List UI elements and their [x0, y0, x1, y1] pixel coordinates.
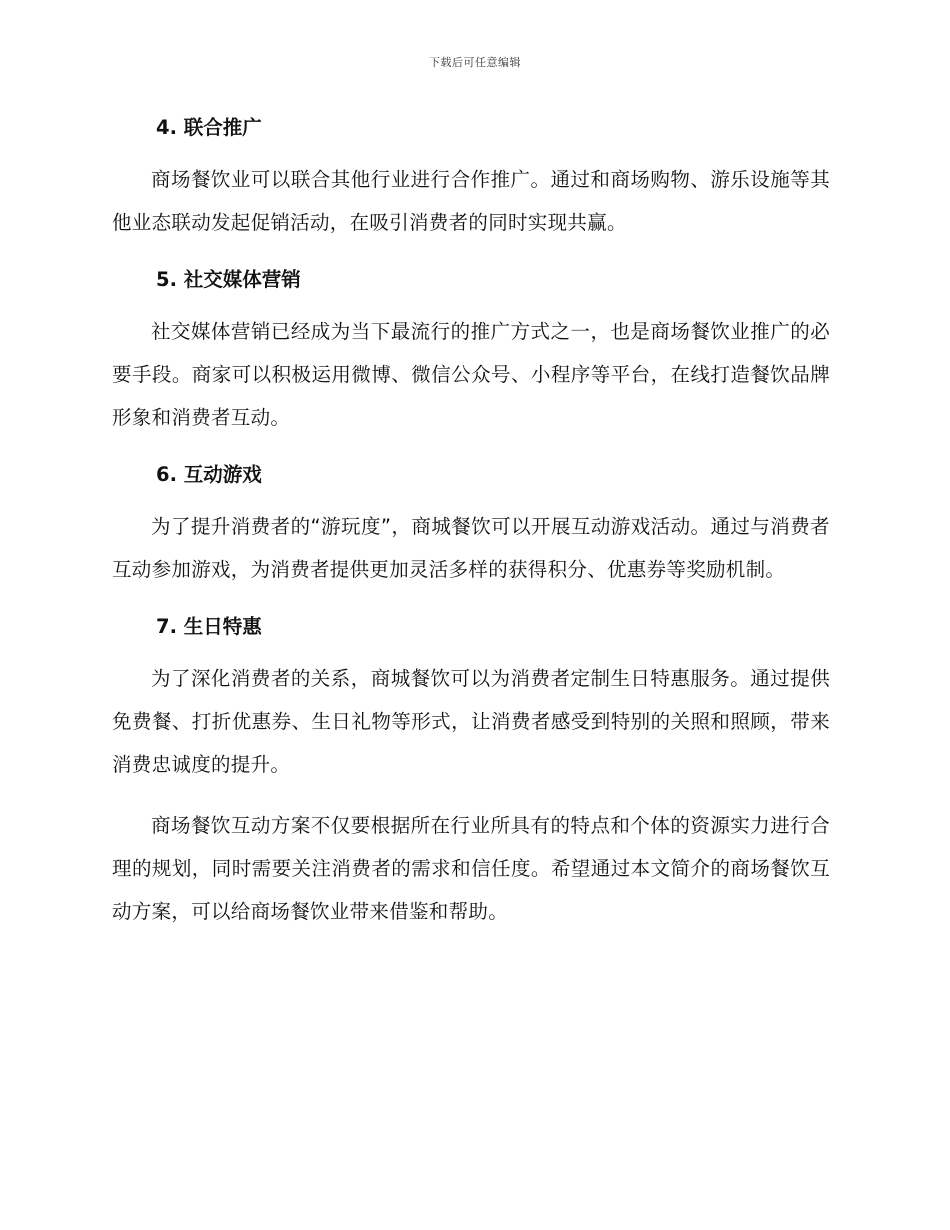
spacer [112, 645, 830, 657]
spacer [112, 439, 830, 457]
section-paragraph-interactive-games: 为了提升消费者的“游玩度”，商城餐饮可以开展互动游戏活动。通过与消费者互动参加游戏，为消费者提供更加灵活多样的获得积分、优惠券等奖励机制。 [112, 515, 830, 581]
page-header: 下载后可任意编辑 [429, 56, 521, 69]
section-heading-joint-promotion: 4. 联合推广 [156, 116, 262, 139]
spacer [112, 146, 830, 158]
section-paragraph-joint-promotion: 商场餐饮业可以联合其他行业进行合作推广。通过和商场购物、游乐设施等其他业态联动发起促销活动，在吸引消费者的同时实现共赢。 [112, 168, 830, 234]
spacer [112, 298, 830, 310]
section-heading-birthday-specials: 7. 生日特惠 [156, 615, 262, 638]
section-heading-social-media: 5. 社交媒体营销 [156, 268, 301, 291]
spacer [112, 493, 830, 505]
conclusion-paragraph: 商场餐饮互动方案不仅要根据所在行业所具有的特点和个体的资源实力进行合理的规划，同时需要关注消费者的需求和信任度。希望通过本文简介的商场餐饮互动方案，可以给商场餐饮业带来借鉴和帮助。 [112, 814, 830, 923]
section-paragraph-birthday-specials: 为了深化消费者的关系，商城餐饮可以为消费者定制生日特惠服务。通过提供免费餐、打折优惠券、生日礼物等形式，让消费者感受到特别的关照和照顾，带来消费忠诚度的提升。 [112, 667, 830, 776]
section-heading-interactive-games: 6. 互动游戏 [156, 463, 262, 486]
spacer [112, 244, 830, 262]
spacer [112, 591, 830, 609]
spacer [112, 786, 830, 804]
document-body [112, 110, 830, 933]
section-paragraph-social-media: 社交媒体营销已经成为当下最流行的推广方式之一，也是商场餐饮业推广的必要手段。商家可以积极运用微博、微信公众号、小程序等平台，在线打造餐饮品牌形象和消费者互动。 [112, 320, 830, 429]
